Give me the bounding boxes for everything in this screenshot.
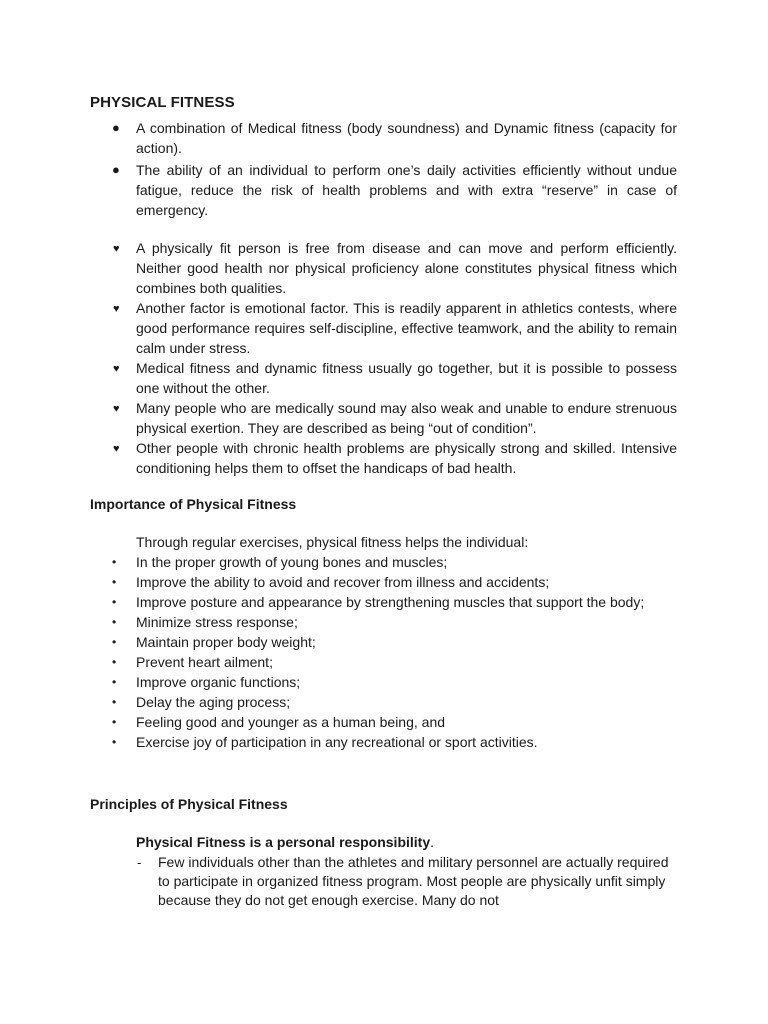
dot-bullet-icon: •: [112, 655, 117, 669]
circle-bullet-icon: ●: [112, 162, 120, 177]
list-item: • Improve the ability to avoid and recover from illness and accidents;: [112, 574, 550, 590]
list-item: • Improve posture and appearance by strengthening muscles that support the body;: [112, 594, 645, 610]
circle-bullet-icon: ●: [112, 120, 120, 135]
dot-bullet-icon: •: [112, 635, 117, 649]
list-item: ♥ Many people who are medically sound may also weak and unable to endure strenuous physical exertion. They are described as being “out of condition”.: [113, 400, 677, 436]
dash-bullet-icon: -: [137, 855, 142, 870]
dot-bullet-icon: •: [112, 695, 117, 709]
principles-subheading: Physical Fitness is a personal responsibility.: [136, 834, 434, 850]
list-item: ● The ability of an individual to perform one’s daily activities efficiently without undue fatigue, reduce the risk of health problems and with extra “reserve” in case of emergency.: [112, 162, 677, 218]
list-item: • Delay the aging process;: [112, 694, 291, 710]
heart-bullet-icon: ♥: [113, 443, 120, 455]
heart-bullet-icon: ♥: [113, 403, 120, 415]
dot-bullet-icon: •: [112, 595, 117, 609]
list-item: ♥ Medical fitness and dynamic fitness usually go together, but it is possible to possess one without the other.: [113, 360, 677, 396]
list-item: • Feeling good and younger as a human being, and: [112, 714, 446, 730]
heart-bullet-icon: ♥: [113, 303, 120, 315]
list-item: ♥ Another factor is emotional factor. This is readily apparent in athletics contests, where good performance requires self-discipline, effective teamwork, and the ability to remain calm under stress.: [113, 300, 677, 356]
detail-list: [0, 238, 768, 478]
page-title: PHYSICAL FITNESS: [90, 94, 235, 111]
list-item: • Exercise joy of participation in any recreational or sport activities.: [112, 734, 538, 750]
dot-bullet-icon: •: [112, 715, 117, 729]
importance-list: [0, 552, 768, 752]
importance-intro: Through regular exercises, physical fitness helps the individual:: [136, 534, 529, 550]
list-item: • Minimize stress response;: [112, 614, 298, 630]
list-item: • Improve organic functions;: [112, 674, 301, 690]
principles-list: [0, 853, 768, 910]
list-item: ● A combination of Medical fitness (body soundness) and Dynamic fitness (capacity for action).: [112, 120, 677, 156]
dot-bullet-icon: •: [112, 615, 117, 629]
list-item: ♥ A physically fit person is free from disease and can move and perform efficiently. Neither good health nor physical proficiency alone constitutes physical fitness which combines both qualities.: [113, 240, 677, 296]
list-item: • Prevent heart ailment;: [112, 654, 273, 670]
list-item: ♥ Other people with chronic health problems are physically strong and skilled. Intensive conditioning helps them to offset the handicaps of bad health.: [113, 440, 677, 476]
dot-bullet-icon: •: [112, 575, 117, 589]
list-item: - Few individuals other than the athletes and military personnel are actually required to participate in organized fitness program. Most people are physically unfit simply because they do not get enough exercise. Many do not: [137, 854, 669, 908]
heart-bullet-icon: ♥: [113, 363, 120, 375]
importance-heading: Importance of Physical Fitness: [90, 496, 297, 512]
definition-list: [0, 118, 768, 220]
heart-bullet-icon: ♥: [113, 243, 120, 255]
principles-heading: Principles of Physical Fitness: [90, 796, 288, 812]
dot-bullet-icon: •: [112, 675, 117, 689]
list-item: • In the proper growth of young bones and muscles;: [112, 554, 448, 570]
dot-bullet-icon: •: [112, 735, 117, 749]
dot-bullet-icon: •: [112, 555, 117, 569]
list-item: • Maintain proper body weight;: [112, 634, 316, 650]
